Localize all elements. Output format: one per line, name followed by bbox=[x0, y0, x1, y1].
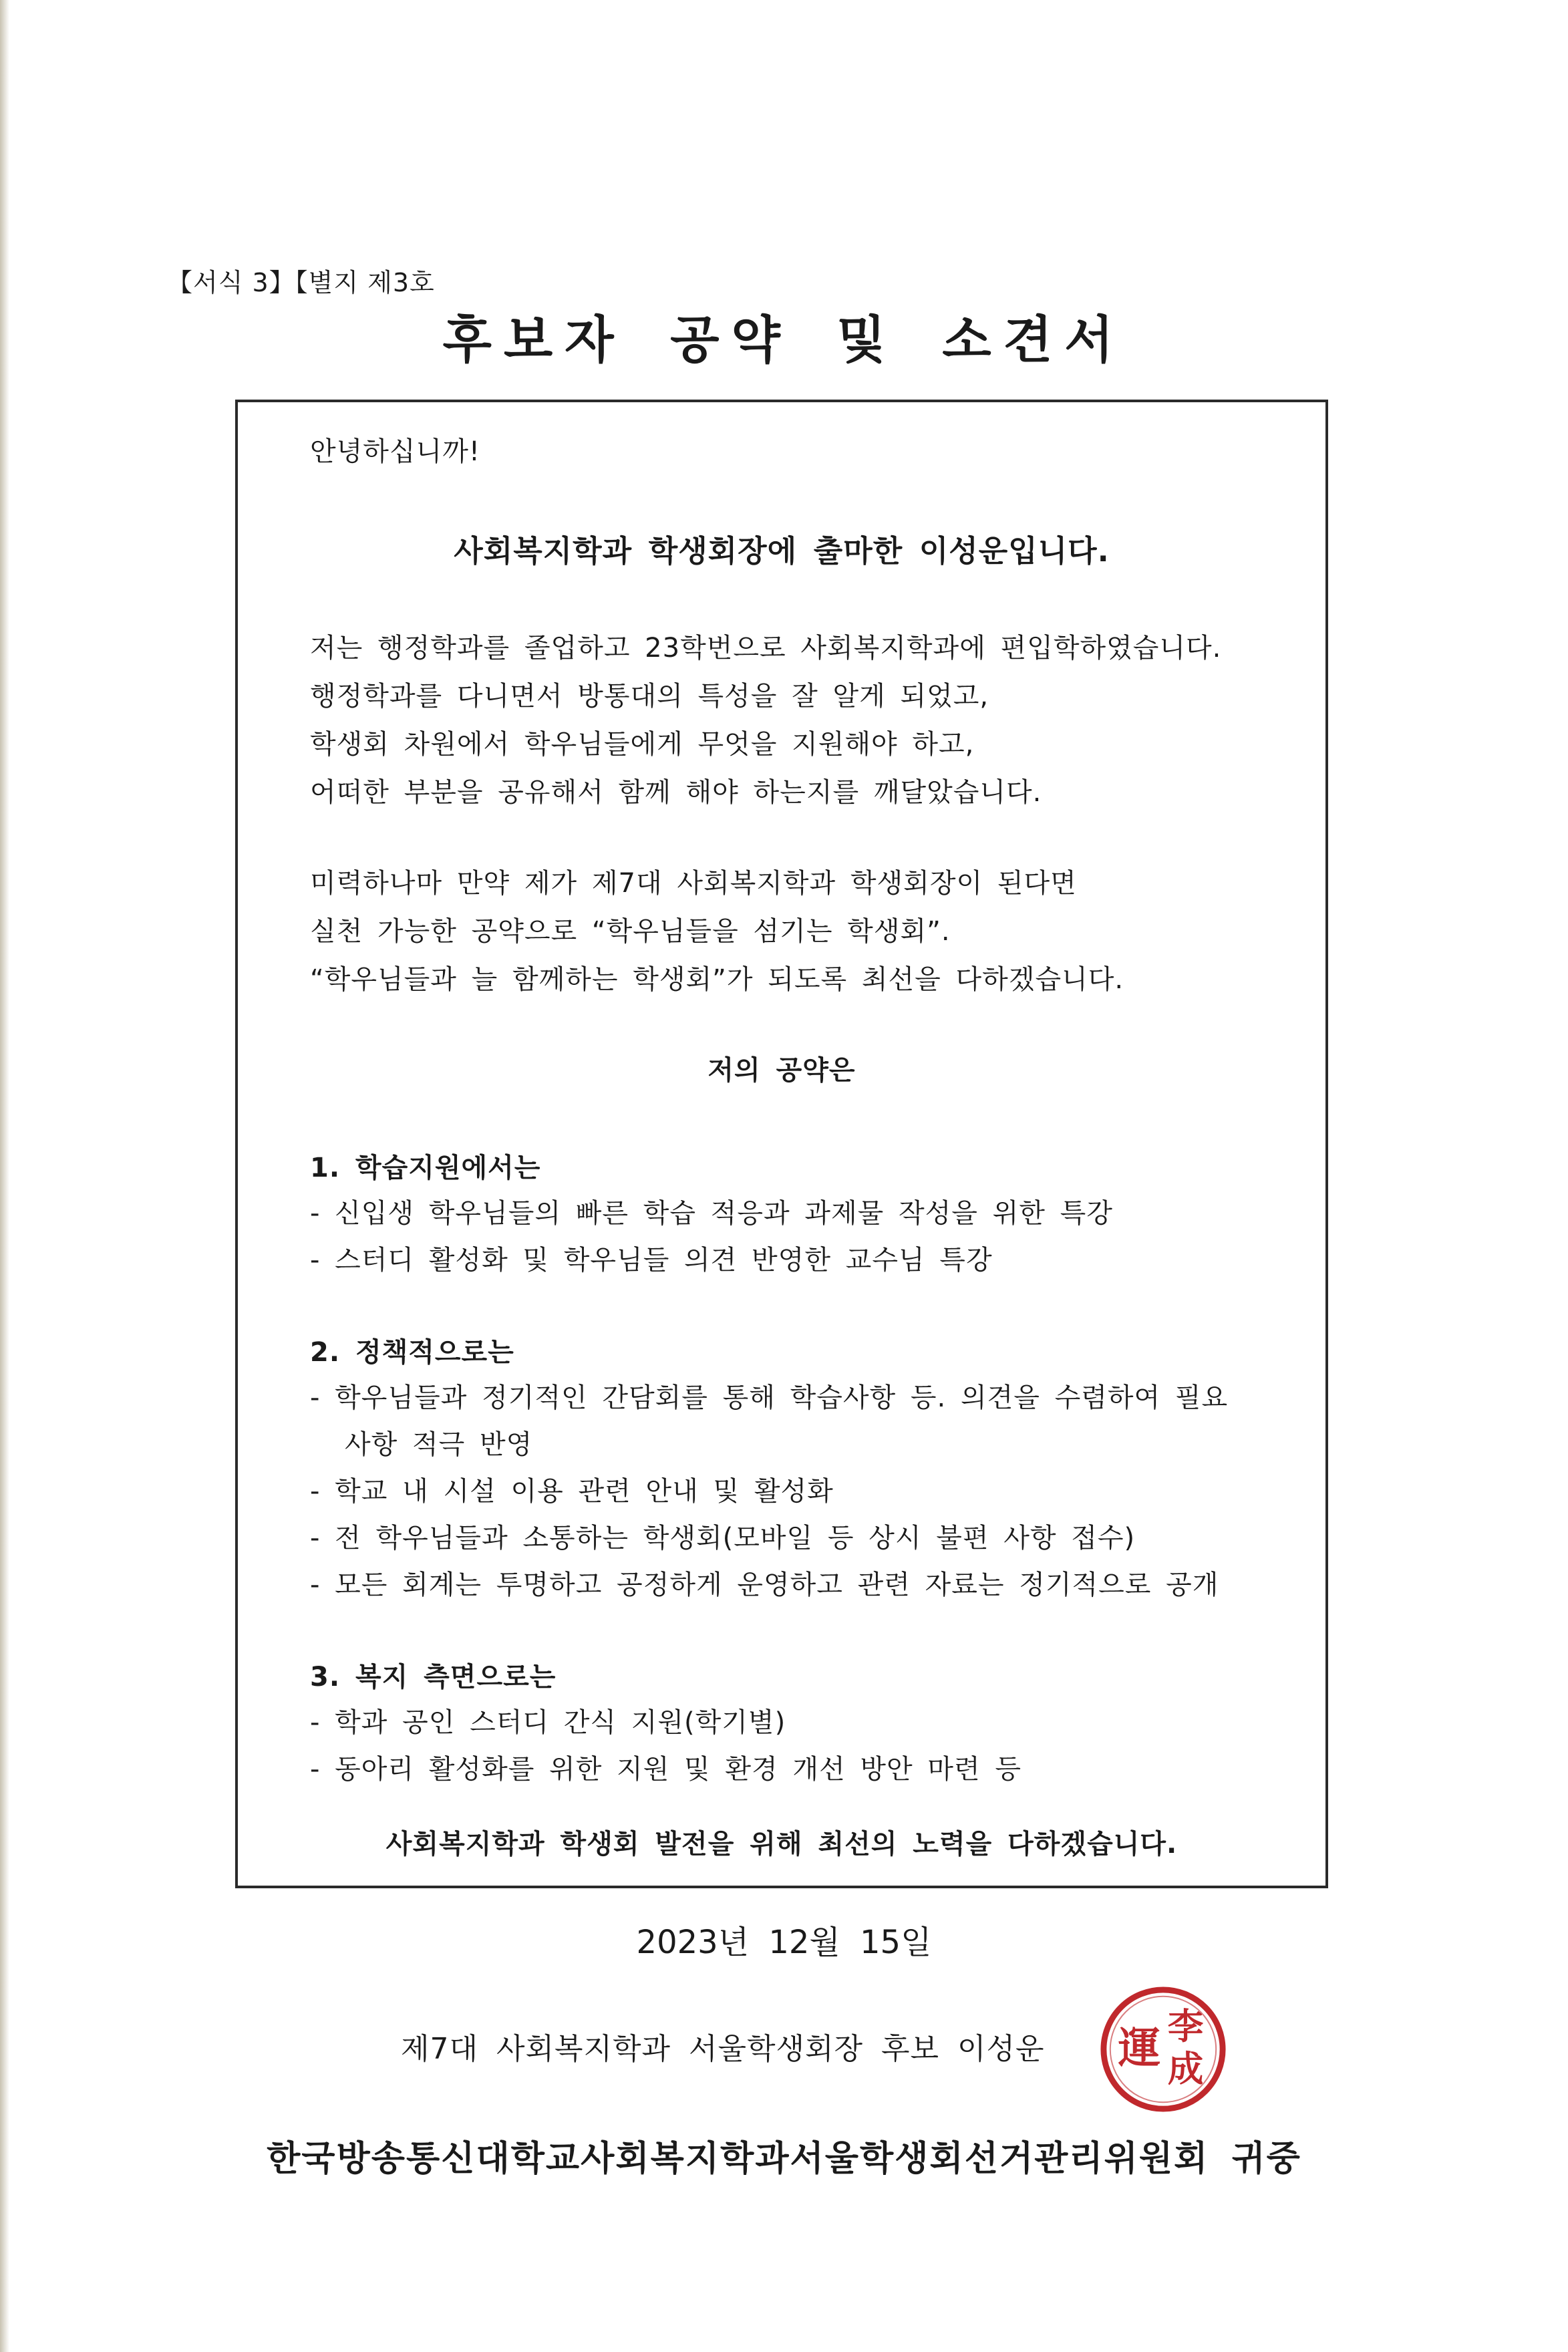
pledge-heading: 저의 공약은 bbox=[708, 1055, 856, 1086]
closing-statement: 사회복지학과 학생회 발전을 위해 최선의 노력을 다하겠습니다. bbox=[385, 1829, 1178, 1860]
intro-heading: 사회복지학과 학생회장에 출마한 이성운입니다. bbox=[454, 533, 1110, 569]
paragraph2-line: 미력하나마 만약 제가 제7대 사회복지학과 학생회장이 된다면 bbox=[310, 868, 1077, 899]
section3-heading: 3. 복지 측면으로는 bbox=[310, 1662, 557, 1693]
addressee-footer: 한국방송통신대학교사회복지학과서울학생회선거관리위원회 귀중 bbox=[267, 2139, 1301, 2179]
section1-heading: 1. 학습지원에서는 bbox=[310, 1153, 541, 1183]
section3-item: - 학과 공인 스터디 간식 지원(학기별) bbox=[310, 1707, 786, 1738]
form-number-label: 【서식 3】【별지 제3호 bbox=[167, 268, 435, 297]
section2-item: - 학교 내 시설 이용 관련 안내 및 활성화 bbox=[310, 1476, 834, 1507]
section3-item: - 동아리 활성화를 위한 지원 및 환경 개선 방안 마련 등 bbox=[310, 1754, 1022, 1785]
section2-item-continuation: 사항 적극 반영 bbox=[345, 1429, 533, 1460]
pledge-statement-box bbox=[235, 400, 1328, 1888]
section2-item: - 학우님들과 정기적인 간담회를 통해 학습사항 등. 의견을 수렴하여 필요 bbox=[310, 1382, 1229, 1413]
paragraph1-line: 학생회 차원에서 학우님들에게 무엇을 지원해야 하고, bbox=[310, 729, 975, 760]
seal-char: 李 bbox=[1167, 2005, 1204, 2048]
section2-item: - 모든 회계는 투명하고 공정하게 운영하고 관련 자료는 정기적으로 공개 bbox=[310, 1570, 1219, 1600]
seal-char: 成 bbox=[1167, 2047, 1204, 2090]
paragraph2-line: 실천 가능한 공약으로 “학우님들을 섬기는 학생회”. bbox=[310, 916, 951, 947]
section2-item: - 전 학우님들과 소통하는 학생회(모바일 등 상시 불편 사항 접수) bbox=[310, 1523, 1136, 1554]
section1-item: - 신입생 학우님들의 빠른 학습 적응과 과제물 작성을 위한 특강 bbox=[310, 1198, 1113, 1229]
paragraph1-line: 어떠한 부분을 공유해서 함께 해야 하는지를 깨달았습니다. bbox=[310, 777, 1042, 808]
red-name-seal-icon bbox=[1097, 1983, 1229, 2115]
section2-heading: 2. 정책적으로는 bbox=[310, 1337, 514, 1368]
section1-item: - 스터디 활성화 및 학우님들 의견 반영한 교수님 특강 bbox=[310, 1245, 993, 1276]
document-date: 2023년 12월 15일 bbox=[636, 1924, 932, 1961]
candidate-signature-line: 제7대 사회복지학과 서울학생회장 후보 이성운 bbox=[401, 2032, 1045, 2066]
document-title: 후보자 공약 및 소견서 bbox=[442, 310, 1126, 370]
paragraph1-line: 저는 행정학과를 졸업하고 23학번으로 사회복지학과에 편입학하였습니다. bbox=[310, 633, 1222, 664]
paragraph2-line: “학우님들과 늘 함께하는 학생회”가 되도록 최선을 다하겠습니다. bbox=[310, 964, 1124, 995]
greeting-text: 안녕하십니까! bbox=[310, 436, 480, 467]
paragraph1-line: 행정학과를 다니면서 방통대의 특성을 잘 알게 되었고, bbox=[310, 681, 989, 712]
seal-char: 運 bbox=[1118, 2023, 1161, 2073]
